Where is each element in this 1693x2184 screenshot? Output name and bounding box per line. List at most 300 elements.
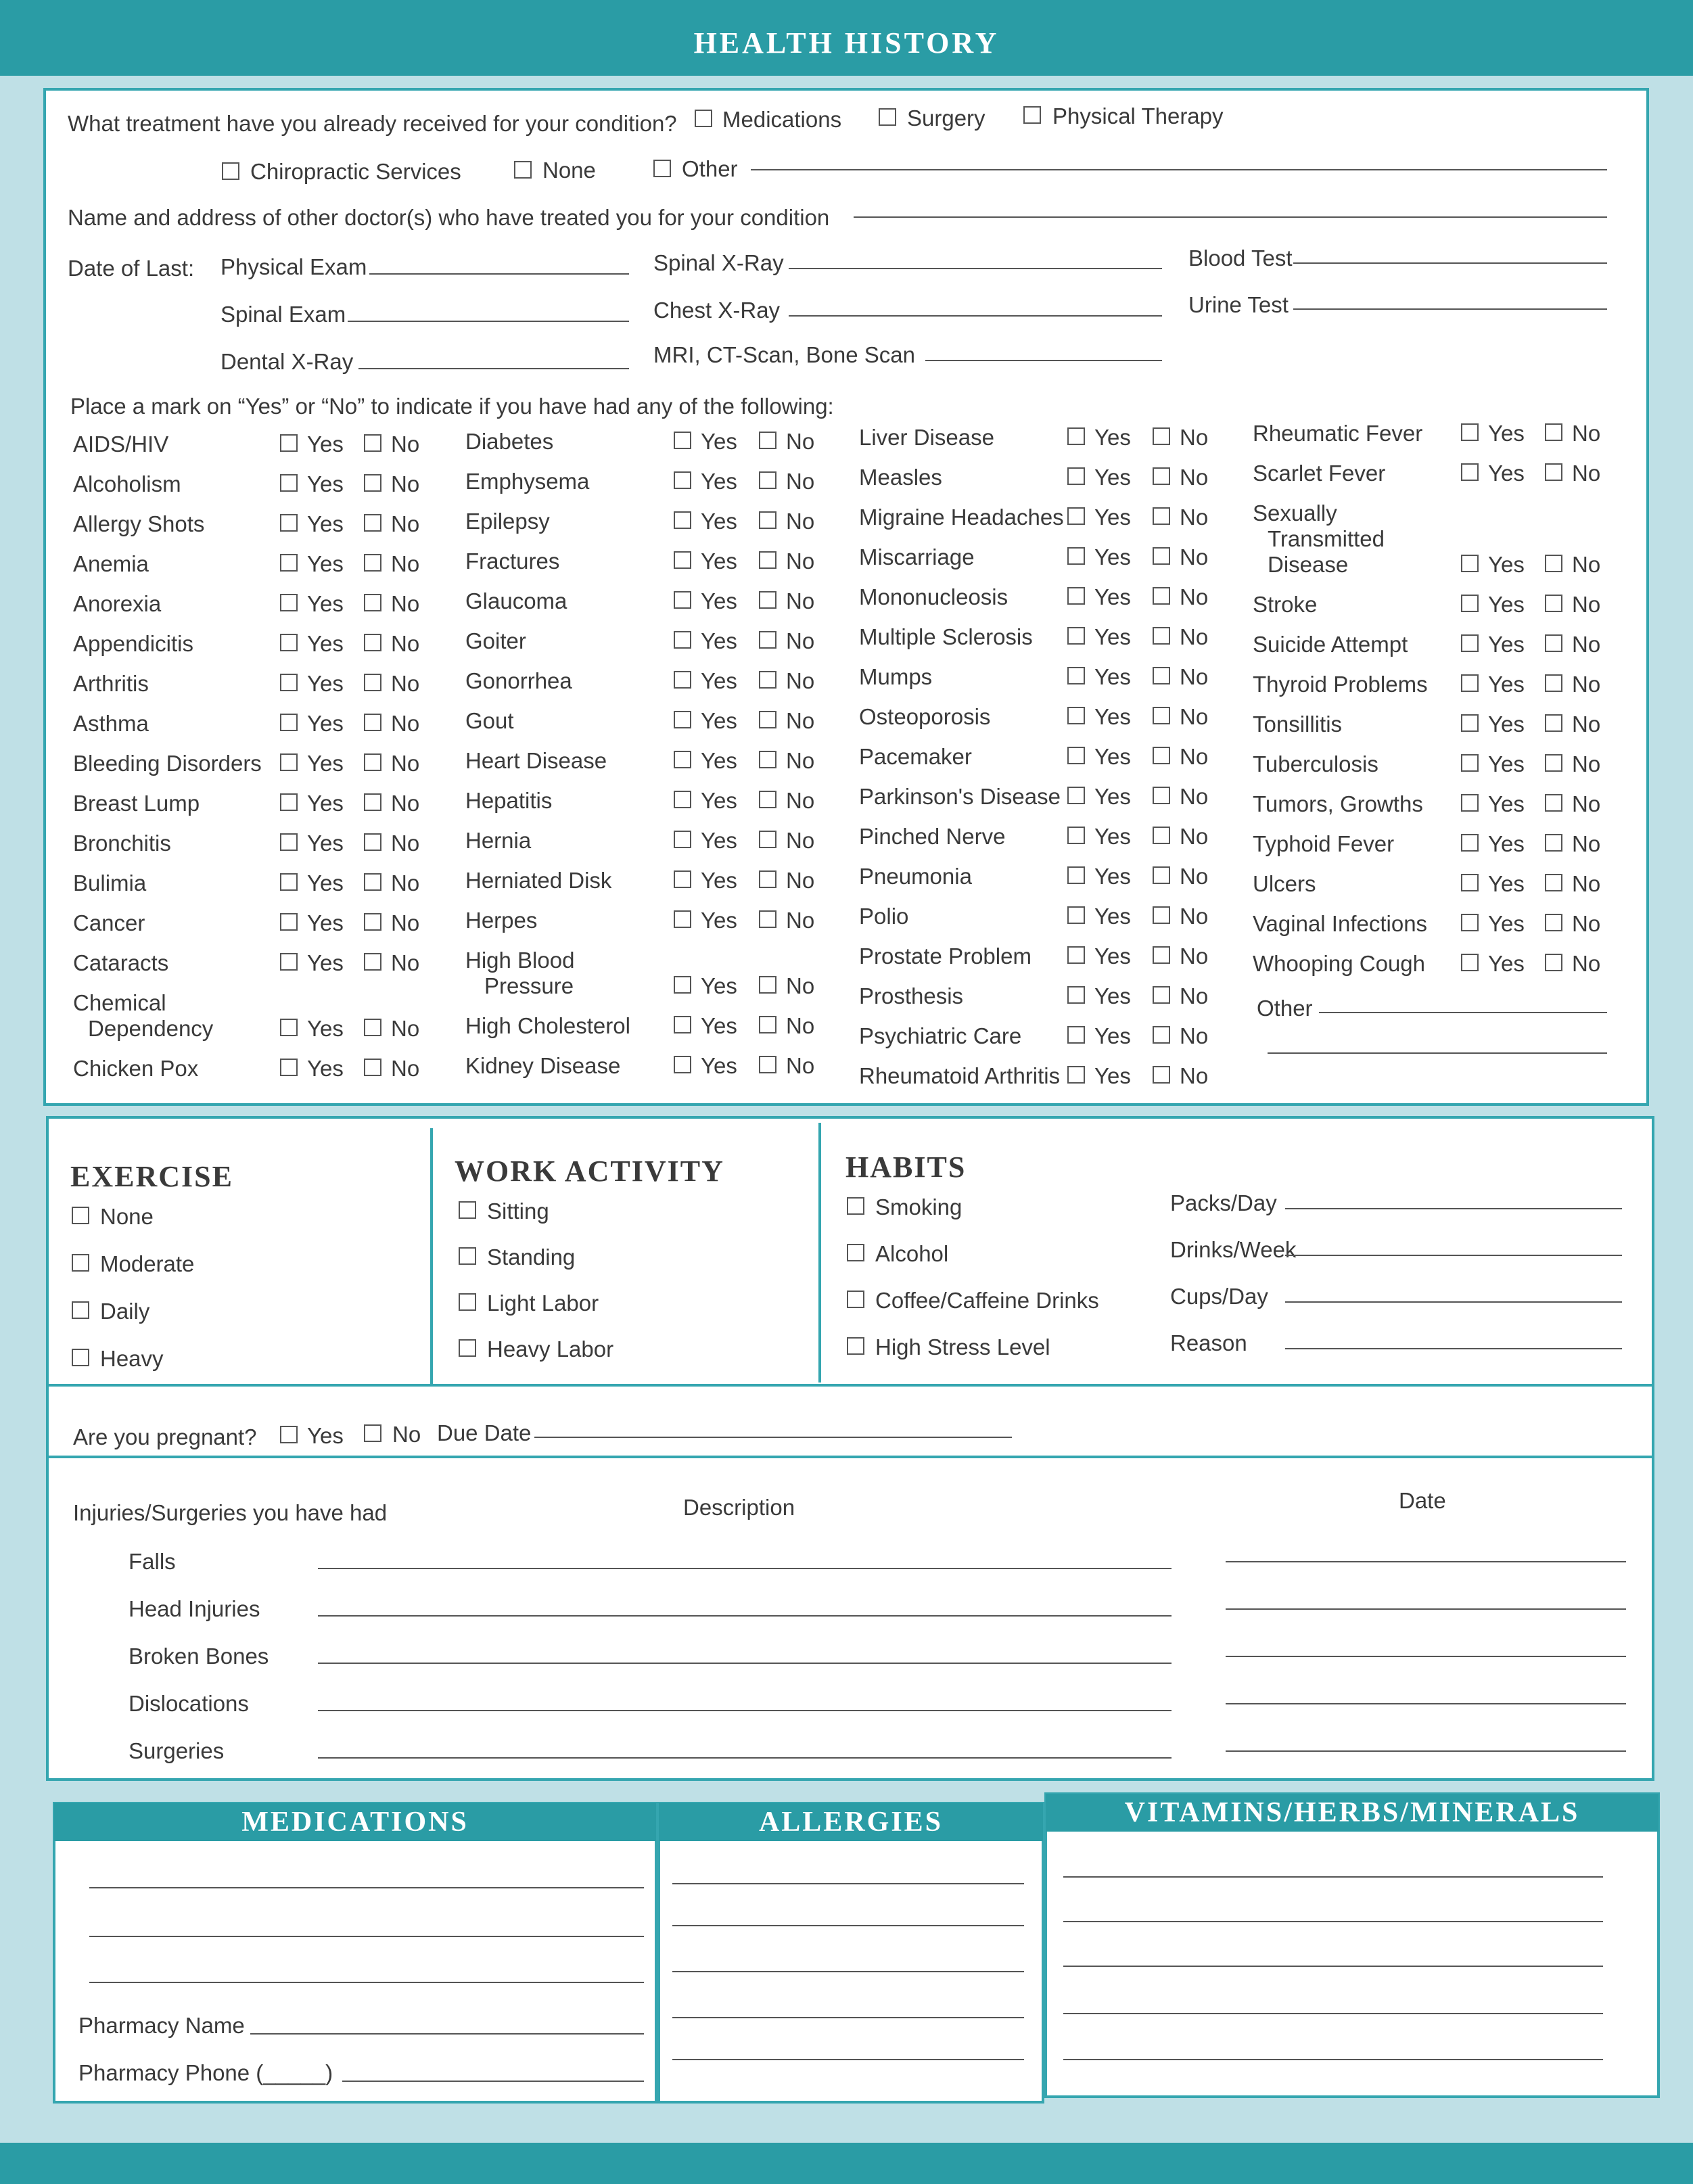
condition-no-checkbox-pacemaker[interactable]	[1153, 747, 1170, 764]
condition-yes-checkbox-rheumatic-fever[interactable]	[1461, 423, 1479, 441]
urine-test-line[interactable]	[1293, 308, 1607, 310]
conditions-other-line-1[interactable]	[1319, 1012, 1607, 1013]
condition-yes-label: Yes	[1488, 951, 1525, 976]
condition-no-checkbox-typhoid-fever[interactable]	[1545, 834, 1562, 852]
injury-date-line-surgeries[interactable]	[1226, 1750, 1626, 1752]
condition-yes-checkbox-alcoholism[interactable]	[280, 474, 298, 492]
condition-no-checkbox-anemia[interactable]	[364, 554, 381, 572]
vitamin-line[interactable]	[1063, 1876, 1603, 1878]
condition-yes-checkbox-appendicitis[interactable]	[280, 634, 298, 651]
due-date-line[interactable]	[534, 1437, 1012, 1438]
condition-yes-checkbox-stroke[interactable]	[1461, 595, 1479, 612]
condition-no-checkbox-miscarriage[interactable]	[1153, 547, 1170, 565]
condition-yes-checkbox-allergy-shots[interactable]	[280, 514, 298, 532]
condition-yes-label: Yes	[701, 973, 737, 998]
condition-no-checkbox-prostate-problem[interactable]	[1153, 946, 1170, 964]
condition-label-rheumatoid-arthritis: Rheumatoid Arthritis	[859, 1063, 1061, 1088]
condition-no-checkbox-emphysema[interactable]	[759, 471, 776, 489]
habit-reason-line[interactable]	[1285, 1348, 1622, 1349]
condition-yes-checkbox-vaginal-infections[interactable]	[1461, 914, 1479, 931]
allergy-line[interactable]	[672, 2017, 1024, 2018]
condition-label-cataracts: Cataracts	[73, 950, 169, 975]
condition-yes-label: Yes	[1488, 421, 1525, 446]
condition-no-checkbox-psychiatric-care[interactable]	[1153, 1026, 1170, 1044]
allergy-line[interactable]	[672, 1971, 1024, 1972]
condition-no-checkbox-prosthesis[interactable]	[1153, 986, 1170, 1004]
vitamin-line[interactable]	[1063, 1966, 1603, 1967]
habit-cups-day-line[interactable]	[1285, 1301, 1622, 1303]
condition-yes-checkbox-anemia[interactable]	[280, 554, 298, 572]
condition-yes-checkbox-aids-hiv[interactable]	[280, 434, 298, 452]
condition-yes-label: Yes	[307, 432, 344, 457]
mri-line[interactable]	[925, 360, 1162, 361]
condition-yes-checkbox-diabetes[interactable]	[674, 432, 691, 449]
work-light-labor-label: Light Labor	[487, 1291, 599, 1316]
condition-no-checkbox-parkinson-s-disease[interactable]	[1153, 787, 1170, 804]
condition-no-checkbox-bleeding-disorders[interactable]	[364, 753, 381, 771]
condition-yes-checkbox-glaucoma[interactable]	[674, 591, 691, 609]
condition-no-checkbox-hernia[interactable]	[759, 831, 776, 848]
condition-no-checkbox-fractures[interactable]	[759, 551, 776, 569]
treatment-question: What treatment have you already received for your condition?	[68, 111, 677, 136]
condition-yes-checkbox-tumors-growths[interactable]	[1461, 794, 1479, 812]
condition-no-checkbox-liver-disease[interactable]	[1153, 427, 1170, 445]
condition-label-chemical-dependency: Dependency	[88, 1016, 214, 1041]
condition-no-checkbox-cataracts[interactable]	[364, 953, 381, 971]
condition-yes-checkbox-sexually-transmitted-disease[interactable]	[1461, 555, 1479, 572]
habit-alcohol-label: Alcohol	[875, 1241, 949, 1266]
condition-yes-label: Yes	[1094, 1023, 1131, 1048]
condition-no-checkbox-tuberculosis[interactable]	[1545, 754, 1562, 772]
footer-bar	[0, 2143, 1693, 2184]
condition-yes-checkbox-gonorrhea[interactable]	[674, 671, 691, 689]
pregnant-yes-label: Yes	[307, 1423, 344, 1448]
condition-no-checkbox-mononucleosis[interactable]	[1153, 587, 1170, 605]
injury-description-line-head-injuries[interactable]	[318, 1615, 1172, 1617]
condition-label-pinched-nerve: Pinched Nerve	[859, 824, 1006, 849]
condition-label-emphysema: Emphysema	[465, 469, 590, 494]
condition-yes-checkbox-cataracts[interactable]	[280, 953, 298, 971]
condition-label-chemical-dependency: Chemical	[73, 990, 166, 1015]
condition-no-checkbox-pneumonia[interactable]	[1153, 866, 1170, 884]
condition-yes-checkbox-anorexia[interactable]	[280, 594, 298, 611]
condition-yes-checkbox-high-blood-pressure[interactable]	[674, 976, 691, 994]
work-light-labor-checkbox[interactable]	[459, 1293, 476, 1311]
condition-yes-checkbox-osteoporosis[interactable]	[1067, 707, 1085, 724]
treatment-other-line[interactable]	[751, 169, 1607, 170]
condition-label-goiter: Goiter	[465, 628, 526, 653]
condition-yes-label: Yes	[1094, 544, 1131, 570]
allergy-line[interactable]	[672, 1925, 1024, 1926]
condition-yes-checkbox-herpes[interactable]	[674, 910, 691, 928]
physical-therapy-label: Physical Therapy	[1052, 103, 1224, 129]
spinal-xray-line[interactable]	[789, 268, 1162, 269]
condition-no-checkbox-vaginal-infections[interactable]	[1545, 914, 1562, 931]
injury-date-line-broken-bones[interactable]	[1226, 1656, 1626, 1657]
condition-label-anemia: Anemia	[73, 551, 149, 576]
treatment-other-checkbox[interactable]	[653, 160, 671, 177]
condition-yes-checkbox-cancer[interactable]	[280, 913, 298, 931]
condition-no-label: No	[786, 973, 815, 998]
condition-label-sexually-transmitted-disease: Sexually	[1253, 501, 1337, 526]
condition-yes-checkbox-fractures[interactable]	[674, 551, 691, 569]
condition-yes-checkbox-multiple-sclerosis[interactable]	[1067, 627, 1085, 645]
condition-yes-checkbox-parkinson-s-disease[interactable]	[1067, 787, 1085, 804]
condition-yes-label: Yes	[1094, 983, 1131, 1008]
due-date-label: Due Date	[437, 1420, 532, 1445]
condition-label-heart-disease: Heart Disease	[465, 748, 607, 773]
vitamin-line[interactable]	[1063, 2059, 1603, 2060]
condition-no-checkbox-thyroid-problems[interactable]	[1545, 674, 1562, 692]
injury-description-line-dislocations[interactable]	[318, 1710, 1172, 1711]
vitamin-line[interactable]	[1063, 1921, 1603, 1922]
condition-label-stroke: Stroke	[1253, 592, 1318, 617]
condition-yes-checkbox-bulimia[interactable]	[280, 873, 298, 891]
condition-no-checkbox-high-blood-pressure[interactable]	[759, 976, 776, 994]
condition-no-checkbox-kidney-disease[interactable]	[759, 1056, 776, 1073]
injury-description-line-falls[interactable]	[318, 1568, 1172, 1569]
conditions-other-line-2[interactable]	[1268, 1052, 1607, 1054]
condition-label-chicken-pox: Chicken Pox	[73, 1056, 199, 1081]
condition-no-checkbox-rheumatoid-arthritis[interactable]	[1153, 1066, 1170, 1084]
condition-no-checkbox-multiple-sclerosis[interactable]	[1153, 627, 1170, 645]
condition-label-parkinson-s-disease: Parkinson's Disease	[859, 784, 1061, 809]
condition-yes-checkbox-tuberculosis[interactable]	[1461, 754, 1479, 772]
condition-yes-checkbox-miscarriage[interactable]	[1067, 547, 1085, 565]
treatment-other-label: Other	[682, 156, 738, 181]
pregnant-yes-checkbox[interactable]	[280, 1426, 298, 1443]
dental-xray-line[interactable]	[358, 368, 629, 369]
habit-alcohol-checkbox[interactable]	[847, 1244, 864, 1261]
condition-no-checkbox-gonorrhea[interactable]	[759, 671, 776, 689]
condition-no-label: No	[1572, 831, 1601, 856]
condition-yes-checkbox-psychiatric-care[interactable]	[1067, 1026, 1085, 1044]
condition-no-checkbox-mumps[interactable]	[1153, 667, 1170, 684]
condition-yes-checkbox-bronchitis[interactable]	[280, 833, 298, 851]
pregnant-no-checkbox[interactable]	[364, 1424, 381, 1442]
condition-no-checkbox-tumors-growths[interactable]	[1545, 794, 1562, 812]
habit-packs-day-line[interactable]	[1285, 1208, 1622, 1209]
condition-no-checkbox-tonsillitis[interactable]	[1545, 714, 1562, 732]
condition-label-hernia: Hernia	[465, 828, 532, 853]
condition-no-label: No	[1572, 421, 1601, 446]
condition-label-asthma: Asthma	[73, 711, 149, 736]
condition-yes-checkbox-migraine-headaches[interactable]	[1067, 507, 1085, 525]
condition-no-label: No	[786, 509, 815, 534]
condition-no-label: No	[391, 631, 420, 656]
condition-no-checkbox-heart-disease[interactable]	[759, 751, 776, 768]
dental-xray-label: Dental X-Ray	[221, 349, 354, 374]
condition-yes-checkbox-pneumonia[interactable]	[1067, 866, 1085, 884]
condition-yes-checkbox-heart-disease[interactable]	[674, 751, 691, 768]
condition-label-anorexia: Anorexia	[73, 591, 162, 616]
condition-no-checkbox-herniated-disk[interactable]	[759, 870, 776, 888]
treatment-none-label: None	[542, 158, 596, 183]
condition-yes-checkbox-prostate-problem[interactable]	[1067, 946, 1085, 964]
condition-no-label: No	[391, 471, 420, 496]
condition-yes-label: Yes	[701, 1013, 737, 1038]
condition-no-label: No	[786, 668, 815, 693]
condition-no-label: No	[391, 910, 420, 935]
condition-no-checkbox-appendicitis[interactable]	[364, 634, 381, 651]
condition-yes-checkbox-hernia[interactable]	[674, 831, 691, 848]
condition-yes-checkbox-gout[interactable]	[674, 711, 691, 728]
condition-no-label: No	[1572, 791, 1601, 816]
physical-exam-line[interactable]	[369, 273, 629, 275]
injury-date-line-dislocations[interactable]	[1226, 1703, 1626, 1704]
condition-yes-checkbox-mononucleosis[interactable]	[1067, 587, 1085, 605]
condition-yes-checkbox-chemical-dependency[interactable]	[280, 1019, 298, 1036]
injury-description-line-surgeries[interactable]	[318, 1757, 1172, 1759]
condition-yes-label: Yes	[701, 588, 737, 613]
condition-yes-checkbox-emphysema[interactable]	[674, 471, 691, 489]
condition-no-checkbox-migraine-headaches[interactable]	[1153, 507, 1170, 525]
work-heavy-labor-label: Heavy Labor	[487, 1337, 614, 1362]
condition-no-checkbox-bulimia[interactable]	[364, 873, 381, 891]
injury-description-line-broken-bones[interactable]	[318, 1663, 1172, 1664]
condition-label-measles: Measles	[859, 465, 942, 490]
condition-yes-label: Yes	[1094, 465, 1131, 490]
medications-checkbox[interactable]	[695, 110, 712, 127]
condition-yes-label: Yes	[1488, 552, 1525, 577]
condition-yes-label: Yes	[701, 828, 737, 853]
pharmacy-phone-line[interactable]	[342, 2081, 644, 2082]
physical-therapy-checkbox[interactable]	[1023, 106, 1041, 124]
condition-no-checkbox-ulcers[interactable]	[1545, 874, 1562, 891]
condition-yes-checkbox-typhoid-fever[interactable]	[1461, 834, 1479, 852]
condition-no-checkbox-herpes[interactable]	[759, 910, 776, 928]
condition-yes-label: Yes	[701, 868, 737, 893]
condition-yes-checkbox-asthma[interactable]	[280, 714, 298, 731]
condition-no-label: No	[1180, 704, 1209, 729]
exercise-moderate-label: Moderate	[100, 1251, 195, 1276]
condition-no-checkbox-scarlet-fever[interactable]	[1545, 463, 1562, 481]
exercise-none-checkbox[interactable]	[72, 1207, 89, 1224]
allergies-header: ALLERGIES	[659, 1803, 1043, 1841]
condition-yes-label: Yes	[1094, 744, 1131, 769]
pharmacy-name-line[interactable]	[250, 2033, 644, 2035]
medication-line[interactable]	[89, 1887, 644, 1888]
condition-yes-label: Yes	[307, 950, 344, 975]
condition-no-label: No	[391, 511, 420, 536]
condition-label-herpes: Herpes	[465, 908, 538, 933]
injuries-title: Injuries/Surgeries you have had	[73, 1500, 388, 1525]
condition-yes-label: Yes	[1094, 584, 1131, 609]
condition-no-label: No	[1572, 911, 1601, 936]
conditions-instruction: Place a mark on “Yes” or “No” to indicate if you have had any of the following:	[70, 394, 834, 419]
condition-no-checkbox-cancer[interactable]	[364, 913, 381, 931]
condition-no-label: No	[1572, 461, 1601, 486]
habit-coffee-caffeine-drinks-checkbox[interactable]	[847, 1291, 864, 1308]
condition-no-checkbox-pinched-nerve[interactable]	[1153, 827, 1170, 844]
surgery-checkbox[interactable]	[879, 108, 896, 126]
condition-yes-checkbox-kidney-disease[interactable]	[674, 1056, 691, 1073]
exercise-heavy-label: Heavy	[100, 1346, 164, 1371]
condition-yes-checkbox-tonsillitis[interactable]	[1461, 714, 1479, 732]
condition-no-checkbox-glaucoma[interactable]	[759, 591, 776, 609]
condition-yes-checkbox-rheumatoid-arthritis[interactable]	[1067, 1066, 1085, 1084]
condition-no-checkbox-bronchitis[interactable]	[364, 833, 381, 851]
condition-no-label: No	[1180, 784, 1209, 809]
condition-yes-label: Yes	[307, 631, 344, 656]
condition-label-tuberculosis: Tuberculosis	[1253, 751, 1378, 776]
condition-no-label: No	[1180, 983, 1209, 1008]
lifestyle-panel	[46, 1116, 1654, 1781]
work-standing-label: Standing	[487, 1245, 576, 1270]
condition-no-checkbox-allergy-shots[interactable]	[364, 514, 381, 532]
condition-yes-checkbox-pinched-nerve[interactable]	[1067, 827, 1085, 844]
condition-label-diabetes: Diabetes	[465, 429, 554, 454]
condition-no-label: No	[786, 469, 815, 494]
condition-yes-checkbox-breast-lump[interactable]	[280, 793, 298, 811]
condition-no-label: No	[391, 432, 420, 457]
condition-no-checkbox-stroke[interactable]	[1545, 595, 1562, 612]
condition-label-gout: Gout	[465, 708, 514, 733]
condition-no-label: No	[391, 591, 420, 616]
other-doctors-line[interactable]	[854, 216, 1607, 218]
chiropractic-checkbox[interactable]	[222, 162, 239, 180]
habit-smoking-checkbox[interactable]	[847, 1197, 864, 1215]
condition-yes-checkbox-arthritis[interactable]	[280, 674, 298, 691]
condition-yes-checkbox-hepatitis[interactable]	[674, 791, 691, 808]
condition-yes-checkbox-herniated-disk[interactable]	[674, 870, 691, 888]
condition-label-pneumonia: Pneumonia	[859, 864, 972, 889]
condition-yes-checkbox-measles[interactable]	[1067, 467, 1085, 485]
condition-no-checkbox-alcoholism[interactable]	[364, 474, 381, 492]
habit-drinks-week-line[interactable]	[1285, 1255, 1622, 1256]
condition-yes-checkbox-bleeding-disorders[interactable]	[280, 753, 298, 771]
habit-high-stress-level-label: High Stress Level	[875, 1334, 1050, 1360]
condition-no-label: No	[391, 950, 420, 975]
condition-no-label: No	[786, 868, 815, 893]
condition-label-aids-hiv: AIDS/HIV	[73, 432, 169, 457]
condition-label-prostate-problem: Prostate Problem	[859, 944, 1031, 969]
condition-yes-checkbox-pacemaker[interactable]	[1067, 747, 1085, 764]
condition-label-vaginal-infections: Vaginal Infections	[1253, 911, 1428, 936]
condition-label-alcoholism: Alcoholism	[73, 471, 181, 496]
medication-line[interactable]	[89, 1982, 644, 1983]
medications-label: Medications	[722, 107, 842, 132]
condition-no-label: No	[391, 831, 420, 856]
exercise-moderate-checkbox[interactable]	[72, 1254, 89, 1272]
condition-yes-checkbox-suicide-attempt[interactable]	[1461, 634, 1479, 652]
injury-date-line-head-injuries[interactable]	[1226, 1608, 1626, 1610]
date-of-last-label: Date of Last:	[68, 256, 195, 281]
spinal-exam-line[interactable]	[348, 321, 629, 322]
allergy-line[interactable]	[672, 2059, 1024, 2060]
condition-yes-checkbox-liver-disease[interactable]	[1067, 427, 1085, 445]
condition-yes-label: Yes	[1488, 461, 1525, 486]
condition-label-ulcers: Ulcers	[1253, 871, 1316, 896]
condition-label-tumors-growths: Tumors, Growths	[1253, 791, 1423, 816]
condition-no-checkbox-arthritis[interactable]	[364, 674, 381, 691]
condition-yes-checkbox-goiter[interactable]	[674, 631, 691, 649]
physical-exam-label: Physical Exam	[221, 254, 367, 279]
condition-no-checkbox-suicide-attempt[interactable]	[1545, 634, 1562, 652]
condition-no-checkbox-diabetes[interactable]	[759, 432, 776, 449]
condition-no-label: No	[391, 711, 420, 736]
condition-no-checkbox-osteoporosis[interactable]	[1153, 707, 1170, 724]
condition-yes-checkbox-mumps[interactable]	[1067, 667, 1085, 684]
condition-yes-label: Yes	[307, 1016, 344, 1041]
condition-no-checkbox-epilepsy[interactable]	[759, 511, 776, 529]
condition-no-label: No	[1180, 1063, 1209, 1088]
exercise-heavy-checkbox[interactable]	[72, 1349, 89, 1366]
condition-no-checkbox-breast-lump[interactable]	[364, 793, 381, 811]
condition-no-label: No	[786, 908, 815, 933]
condition-label-breast-lump: Breast Lump	[73, 791, 200, 816]
condition-yes-label: Yes	[701, 708, 737, 733]
vitamin-line[interactable]	[1063, 2013, 1603, 2014]
condition-no-checkbox-whooping-cough[interactable]	[1545, 954, 1562, 971]
habit-high-stress-level-checkbox[interactable]	[847, 1337, 864, 1355]
vitamins-header: VITAMINS/HERBS/MINERALS	[1046, 1794, 1659, 1832]
condition-no-checkbox-goiter[interactable]	[759, 631, 776, 649]
pharmacy-phone-label: Pharmacy Phone (_____)	[78, 2060, 333, 2085]
condition-label-mumps: Mumps	[859, 664, 933, 689]
condition-no-checkbox-chemical-dependency[interactable]	[364, 1019, 381, 1036]
condition-yes-checkbox-whooping-cough[interactable]	[1461, 954, 1479, 971]
condition-yes-checkbox-scarlet-fever[interactable]	[1461, 463, 1479, 481]
condition-yes-checkbox-chicken-pox[interactable]	[280, 1059, 298, 1076]
condition-no-checkbox-sexually-transmitted-disease[interactable]	[1545, 555, 1562, 572]
condition-no-label: No	[1180, 465, 1209, 490]
condition-yes-checkbox-epilepsy[interactable]	[674, 511, 691, 529]
condition-yes-label: Yes	[1094, 824, 1131, 849]
condition-yes-checkbox-thyroid-problems[interactable]	[1461, 674, 1479, 692]
condition-yes-checkbox-ulcers[interactable]	[1461, 874, 1479, 891]
condition-label-multiple-sclerosis: Multiple Sclerosis	[859, 624, 1033, 649]
medication-line[interactable]	[89, 1936, 644, 1937]
condition-no-label: No	[1180, 824, 1209, 849]
condition-label-herniated-disk: Herniated Disk	[465, 868, 612, 893]
condition-label-osteoporosis: Osteoporosis	[859, 704, 991, 729]
chest-xray-line[interactable]	[789, 315, 1162, 317]
condition-no-label: No	[1572, 592, 1601, 617]
condition-label-gonorrhea: Gonorrhea	[465, 668, 572, 693]
condition-no-label: No	[1180, 744, 1209, 769]
condition-no-checkbox-anorexia[interactable]	[364, 594, 381, 611]
condition-no-checkbox-gout[interactable]	[759, 711, 776, 728]
condition-no-checkbox-rheumatic-fever[interactable]	[1545, 423, 1562, 441]
condition-yes-checkbox-prosthesis[interactable]	[1067, 986, 1085, 1004]
condition-no-checkbox-aids-hiv[interactable]	[364, 434, 381, 452]
condition-label-typhoid-fever: Typhoid Fever	[1253, 831, 1395, 856]
condition-yes-label: Yes	[307, 870, 344, 896]
condition-label-sexually-transmitted-disease: Disease	[1268, 552, 1349, 577]
condition-no-checkbox-asthma[interactable]	[364, 714, 381, 731]
injury-date-line-falls[interactable]	[1226, 1561, 1626, 1562]
condition-yes-label: Yes	[307, 551, 344, 576]
blood-test-line[interactable]	[1293, 262, 1607, 264]
condition-no-checkbox-measles[interactable]	[1153, 467, 1170, 485]
condition-no-checkbox-hepatitis[interactable]	[759, 791, 776, 808]
treatment-none-checkbox[interactable]	[514, 161, 532, 179]
work-sitting-checkbox[interactable]	[459, 1201, 476, 1219]
condition-no-checkbox-polio[interactable]	[1153, 906, 1170, 924]
work-standing-checkbox[interactable]	[459, 1247, 476, 1265]
condition-yes-checkbox-polio[interactable]	[1067, 906, 1085, 924]
condition-no-checkbox-chicken-pox[interactable]	[364, 1059, 381, 1076]
condition-no-label: No	[1572, 951, 1601, 976]
exercise-daily-checkbox[interactable]	[72, 1301, 89, 1319]
allergy-line[interactable]	[672, 1883, 1024, 1884]
work-heavy-labor-checkbox[interactable]	[459, 1339, 476, 1357]
exercise-none-label: None	[100, 1204, 154, 1229]
condition-yes-label: Yes	[1094, 425, 1131, 450]
condition-yes-checkbox-high-cholesterol[interactable]	[674, 1016, 691, 1033]
condition-no-checkbox-high-cholesterol[interactable]	[759, 1016, 776, 1033]
